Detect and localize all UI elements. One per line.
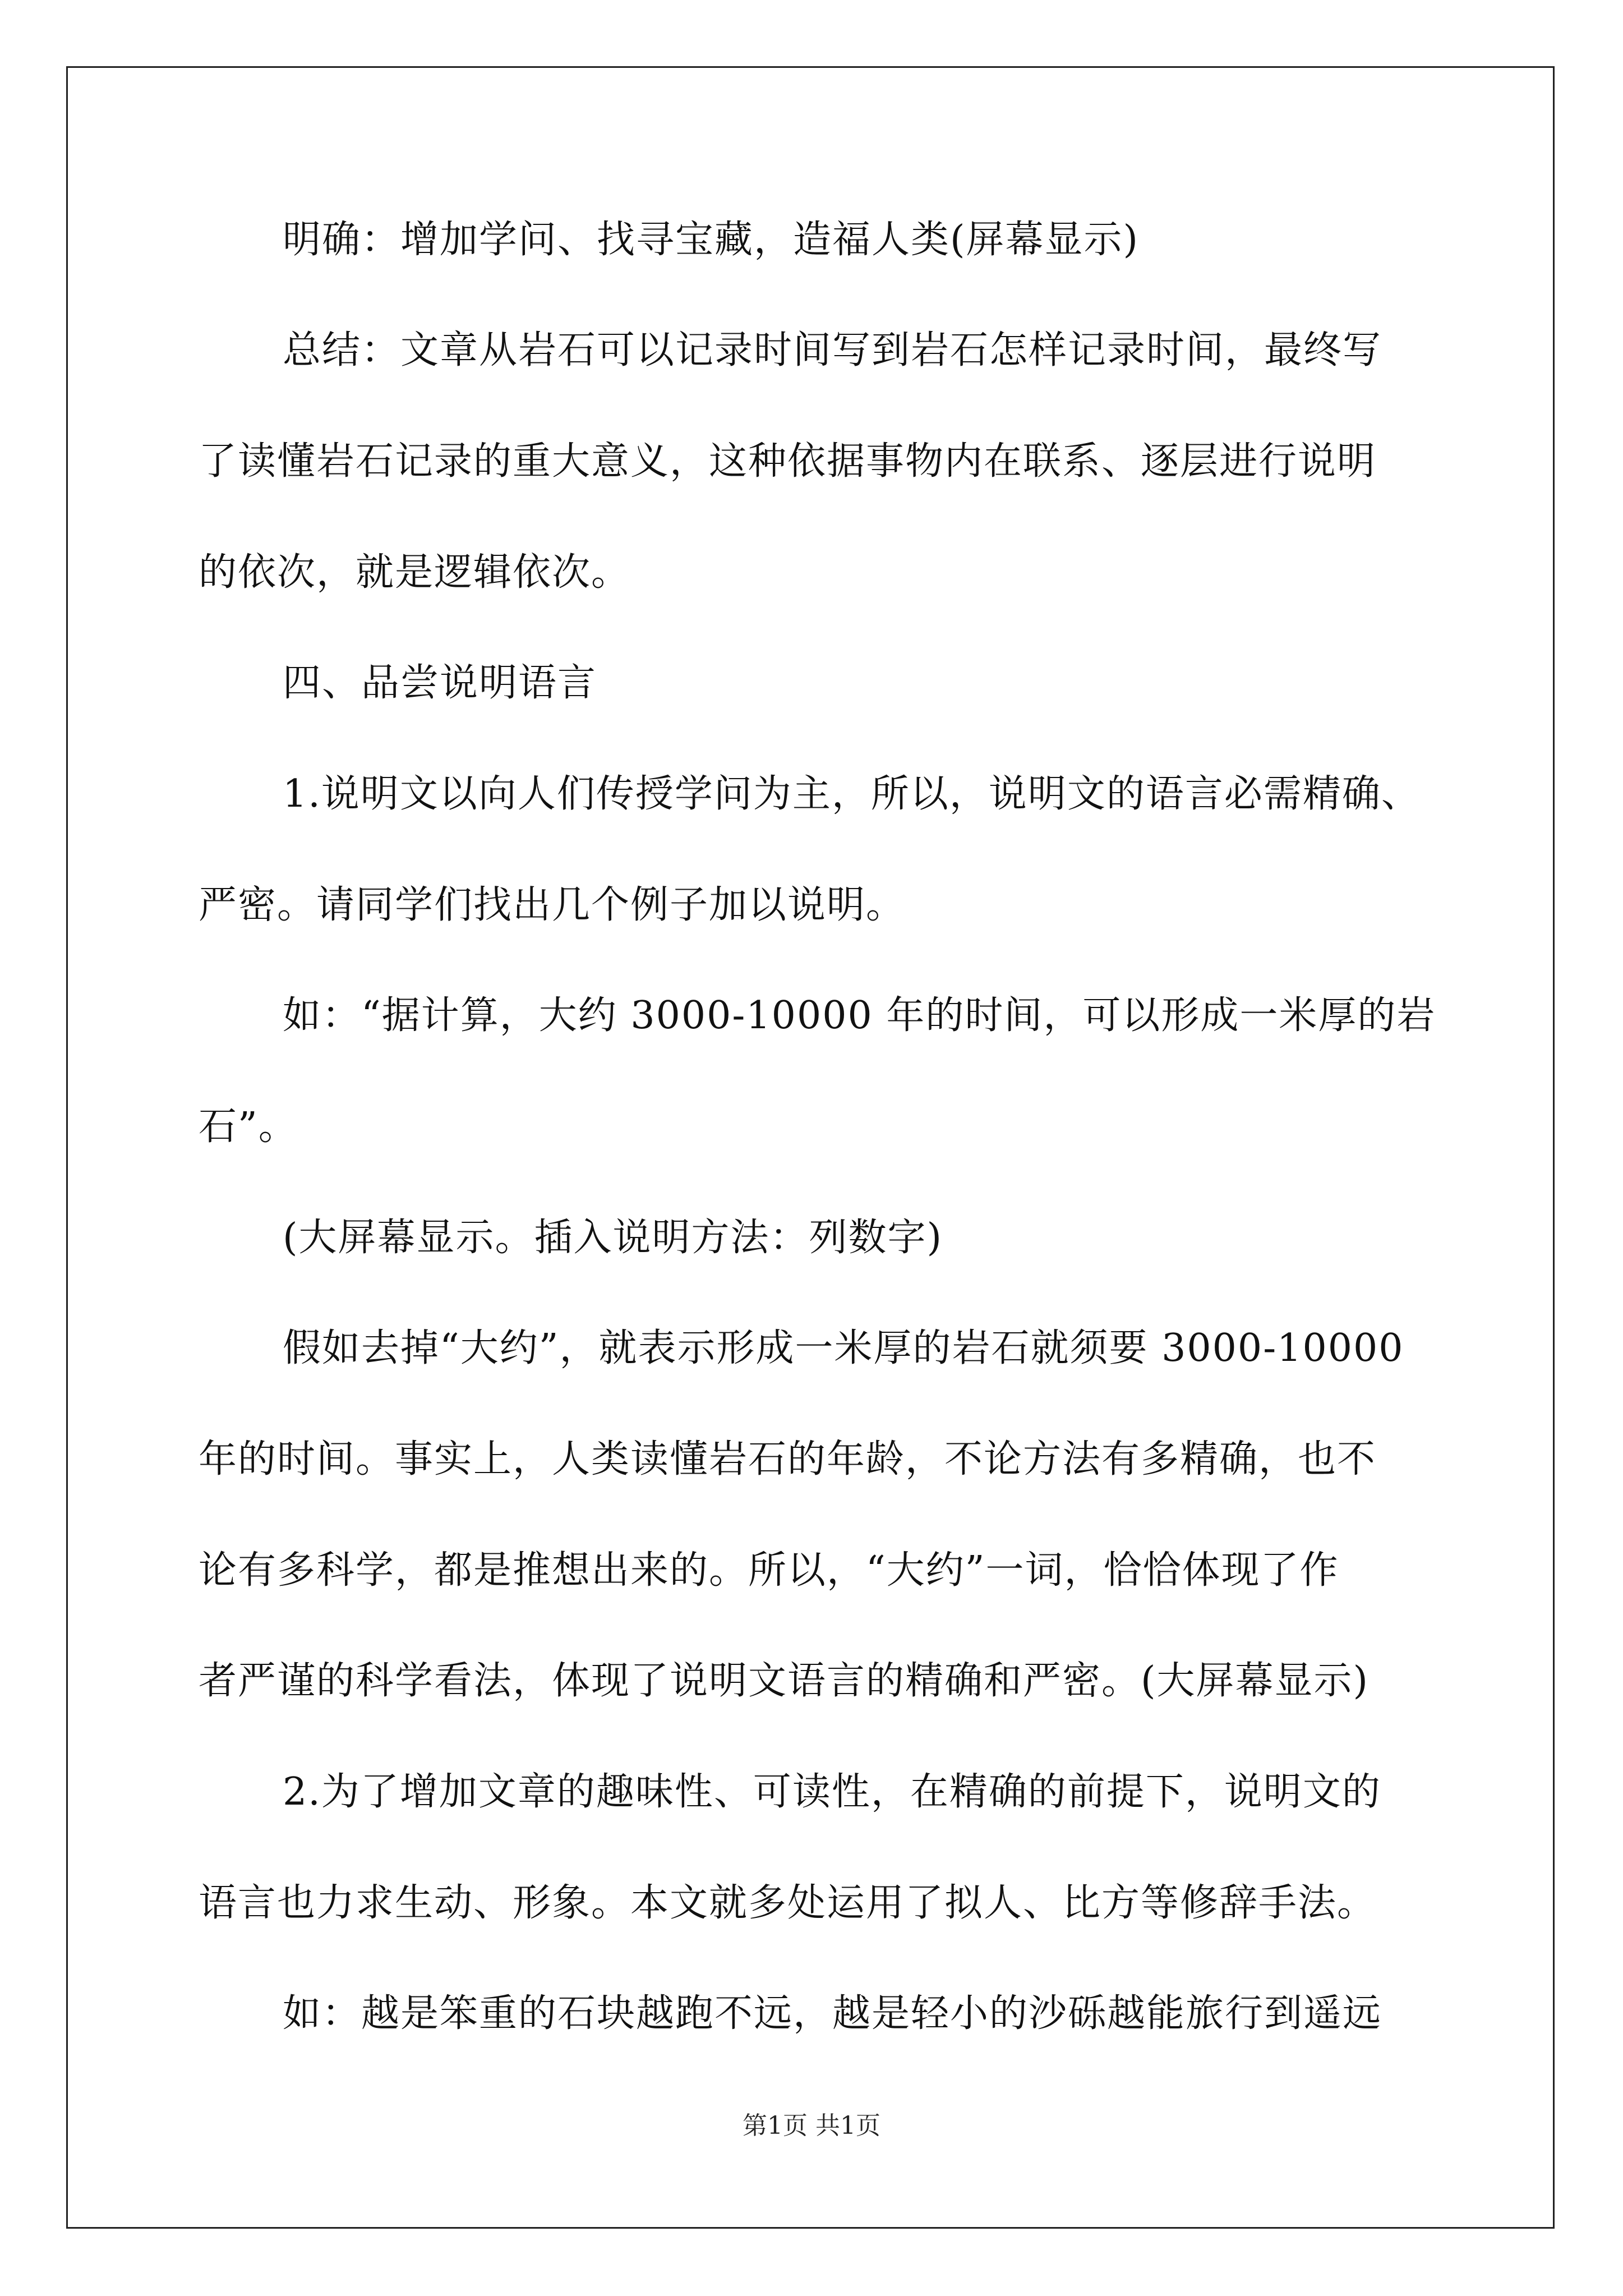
text-line-15: 2.为了增加文章的趣味性、可读性，在精确的前提下，说明文的 xyxy=(283,1770,1381,1814)
text-line-6: 1.说明文以向人们传授学问为主，所以，说明文的语言必需精确、 xyxy=(283,772,1421,816)
text-line-9: 石”。 xyxy=(199,1105,298,1149)
text-line-16: 语言也力求生动、形象。本文就多处运用了拟人、比方等修辞手法。 xyxy=(199,1881,1377,1925)
section-heading: 四、品尝说明语言 xyxy=(283,661,597,705)
text-line-1: 明确：增加学问、找寻宝藏，造福人类(屏幕显示) xyxy=(283,218,1140,262)
page-number: 第1页 共1页 xyxy=(743,2111,880,2140)
text-line-4: 的依次，就是逻辑依次。 xyxy=(199,550,631,595)
text-line-3: 了读懂岩石记录的重大意义，这种依据事物内在联系、逐层进行说明 xyxy=(199,439,1377,484)
text-line-12: 年的时间。事实上，人类读懂岩石的年龄，不论方法有多精确，也不 xyxy=(199,1437,1377,1481)
text-line-2: 总结：文章从岩石可以记录时间写到岩石怎样记录时间，最终写 xyxy=(283,328,1382,372)
text-line-7: 严密。请同学们找出几个例子加以说明。 xyxy=(199,883,906,927)
text-line-13: 论有多科学，都是推想出来的。所以，“大约”一词，恰恰体现了作 xyxy=(199,1548,1339,1593)
text-line-14: 者严谨的科学看法，体现了说明文语言的精确和严密。(大屏幕显示) xyxy=(199,1659,1370,1703)
text-line-17: 如：越是笨重的石块越跑不远，越是轻小的沙砾越能旅行到遥远 xyxy=(283,1991,1382,2036)
text-line-10: (大屏幕显示。插入说明方法：列数字) xyxy=(283,1216,943,1260)
text-line-11: 假如去掉“大约”，就表示形成一米厚的岩石就须要 3000-10000 xyxy=(283,1326,1404,1370)
text-line-8: 如：“据计算，大约 3000-10000 年的时间，可以形成一米厚的岩 xyxy=(283,993,1436,1038)
